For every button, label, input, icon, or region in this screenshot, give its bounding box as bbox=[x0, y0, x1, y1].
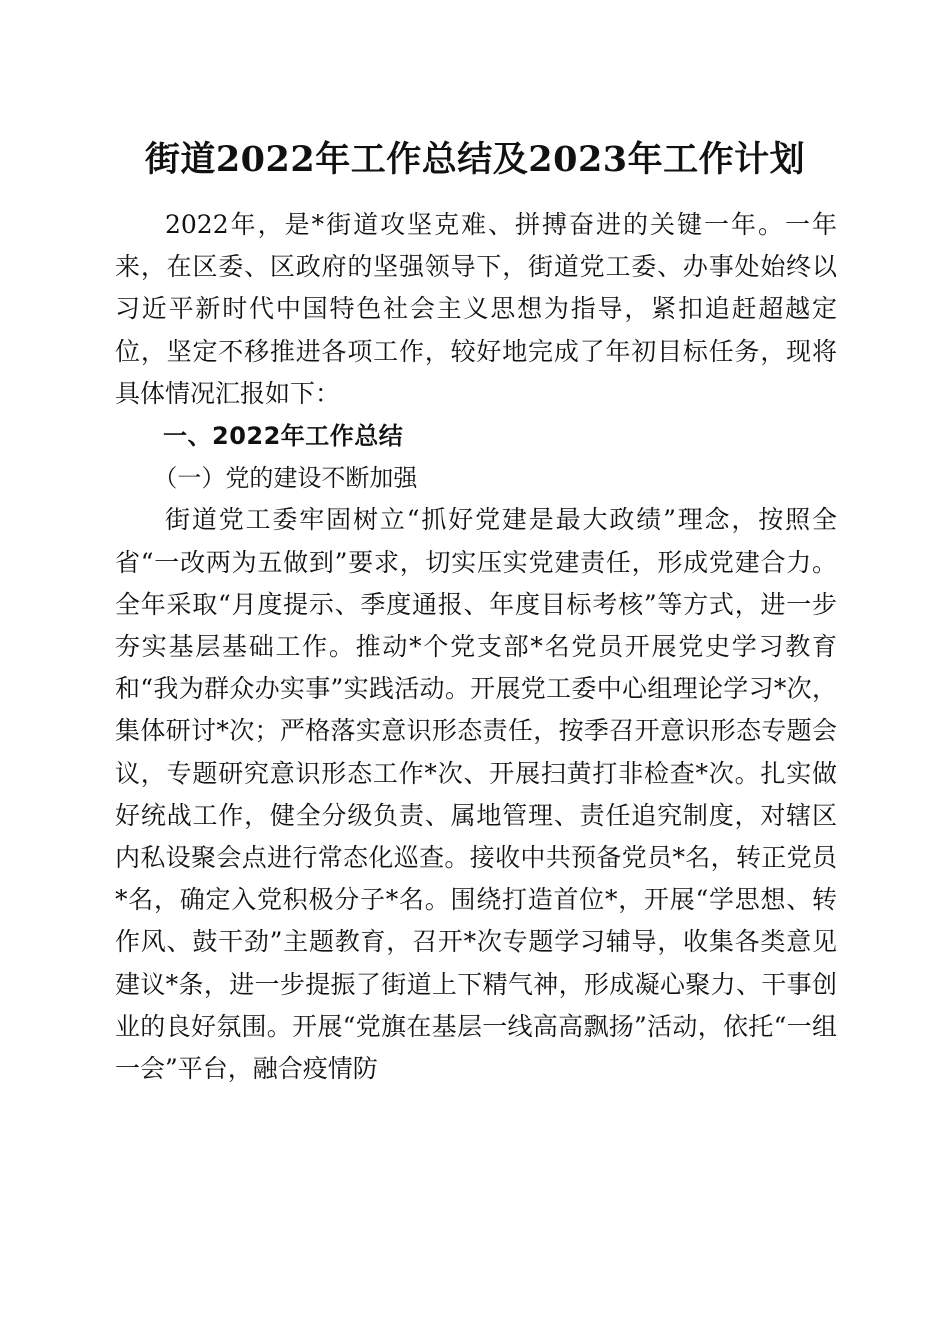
party-building-paragraph: 街道党工委牢固树立“抓好党建是最大政绩”理念，按照全省“一改两为五做到”要求，切实压实党建责任，形成党建合力。全年采取“月度提示、季度通报、年度目标考核”等方式，进一步夯实基层基础工作。推动*个党支部*名党员开展党史学习教育和“我为群众办实事”实践活动。开展党工委中心组理论学习*次，集体研讨*次；严格落实意识形态责任，按季召开意识形态专题会议，专题研究意识形态工作*次、开展扫黄打非检查*次。扎实做好统战工作，健全分级负责、属地管理、责任追究制度，对辖区内私设聚会点进行常态化巡查。接收中共预备党员*名，转正党员*名，确定入党积极分子*名。围绕打造首位*，开展“学思想、转作风、鼓干劲”主题教育，召开*次专题学习辅导，收集各类意见建议*条，进一步提振了街道上下精气神，形成凝心聚力、干事创业的良好氛围。开展“党旗在基层一线高高飘扬”活动，依托“一组一会”平台，融合疫情防 bbox=[115, 505, 837, 1084]
document-title: 街道2022年工作总结及2023年工作计划 bbox=[144, 139, 806, 180]
intro-paragraph: 2022年，是*街道攻坚克难、拼搏奋进的关键一年。一年来，在区委、区政府的坚强领导下，街道党工委、办事处始终以习近平新时代中国特色社会主义思想为指导，紧扣追赶超越定位，坚定不移推进各项工作，较好地完成了年初目标任务，现将具体情况汇报如下： bbox=[115, 210, 837, 408]
subsection-heading-party-building: （一）党的建设不断加强 bbox=[153, 464, 418, 493]
document-body bbox=[115, 204, 837, 1090]
section-heading-2022-summary: 一、2022年工作总结 bbox=[163, 422, 404, 451]
